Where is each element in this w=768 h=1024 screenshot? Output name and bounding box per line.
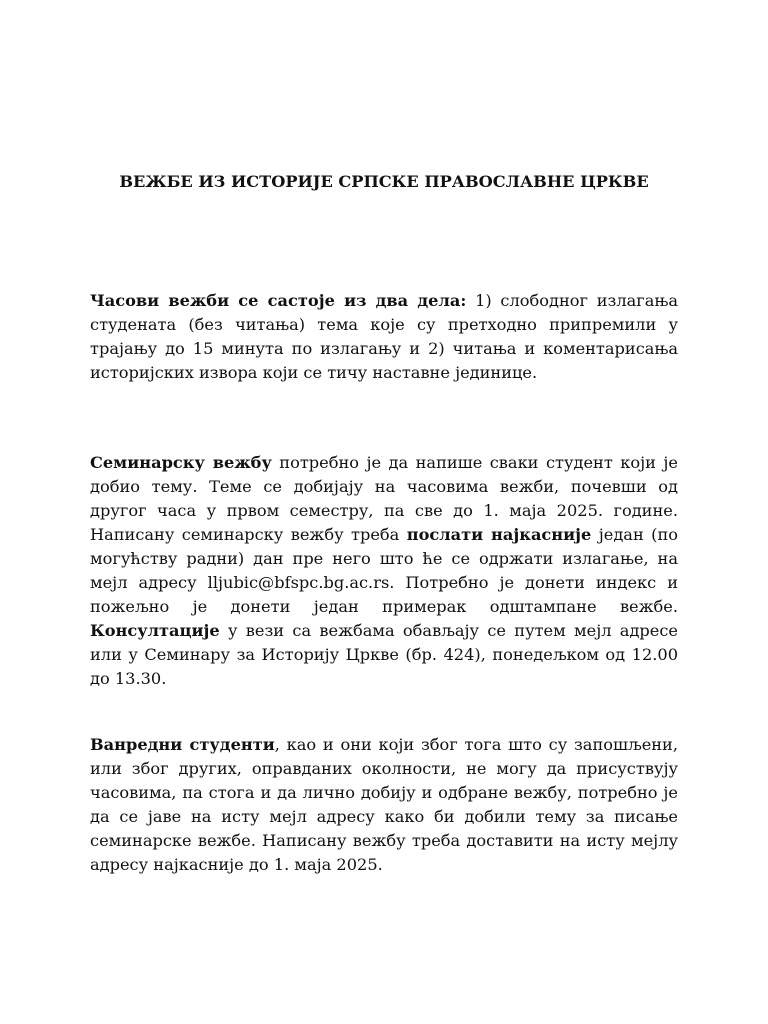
- paragraph-seminar-work-text-b: један (по могућству радни) дан пре него што ће се одржати излагање, на мејл адресу lljubic@bfspc.bg.ac.rs. Потребно је донети индекс и пожељно је донети један примерак одштампане вежбе.: [90, 525, 678, 616]
- paragraph-part-time-students-text: , као и они који због тога што су запошљени, или због других, оправданих околности, не могу да присуствују часовима, па стога и да лично добију и одбране вежбу, потребно је да се јаве на исту мејл адресу како би добили тему за писање семинарске вежбе. Написану вежбу треба доставити на исту мејлу адресу најкасније до 1. маја 2025.: [90, 735, 678, 874]
- paragraph-class-structure-lead: Часови вежби се састоје из два дела:: [90, 291, 467, 310]
- paragraph-seminar-work-lead: Семинарску вежбу: [90, 453, 272, 472]
- paragraph-seminar-work-deadline: послати најкасније: [406, 525, 592, 544]
- paragraph-part-time-students-lead: Ванредни студенти: [90, 735, 275, 754]
- paragraph-part-time-students: [90, 733, 678, 877]
- paragraph-seminar-work: [90, 451, 678, 691]
- paragraph-seminar-work-text-c: у вези са вежбама обављају се путем мејл адресе или у Семинару за Историју Цркве (бр. 424), понедељком од 12.00 до 13.30.: [90, 621, 678, 688]
- paragraph-seminar-work-consultations: Консултације: [90, 621, 220, 640]
- paragraph-class-structure: [90, 289, 678, 385]
- paragraph-seminar-work-text-a: потребно је да напише сваки студент који је добио тему. Теме се добијају на часовима вежби, почевши од другог часа у првом семестру, па све до 1. маја 2025. године. Написану семинарску вежбу треба: [90, 453, 678, 544]
- document-title: ВЕЖБЕ ИЗ ИСТОРИЈЕ СРПСКЕ ПРАВОСЛАВНЕ ЦРКВЕ: [119, 172, 649, 191]
- paragraph-class-structure-text: 1) слободног излагања студената (без читања) тема које су претходно припремили у трајању до 15 минута по излагању и 2) читања и коментарисања историјских извора који се тичу наставне јединице.: [90, 291, 678, 382]
